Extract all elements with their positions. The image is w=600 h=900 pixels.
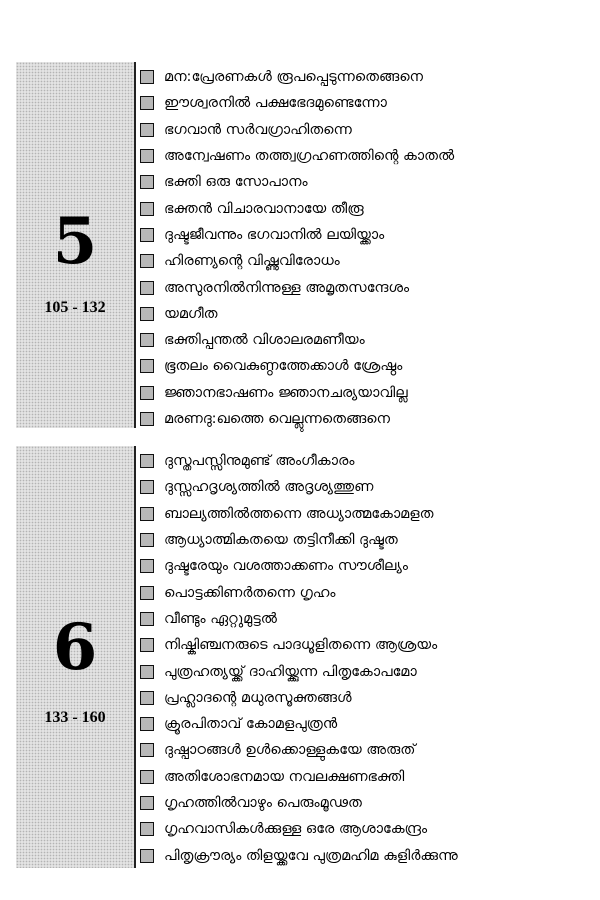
topic-title: ഭൂതലം വൈകുണ്ഠത്തേക്കാൾ ശ്രേഷ്ഠം xyxy=(164,358,403,375)
checkbox-icon xyxy=(140,691,154,705)
checkbox-icon xyxy=(140,175,154,189)
list-item xyxy=(140,301,454,327)
topic-title: ഈശ്വരനിൽ പക്ഷഭേദമുണ്ടെന്നോ xyxy=(164,95,387,112)
checkbox-icon xyxy=(140,96,154,110)
list-item xyxy=(140,816,458,842)
topic-title: ഭക്തൻ വിചാരവാനായേ തീരൂ xyxy=(164,200,364,217)
topic-title: പൊട്ടക്കിണർതന്നെ ഗൃഹം xyxy=(164,584,336,601)
topic-title: ദുഷ്പാഠങ്ങൾ ഉൾക്കൊള്ളുകയേ അരുത് xyxy=(164,742,416,759)
topic-title: നിഷ്കിഞ്ചനരുടെ പാദധൂളിതന്നെ ആശ്രയം xyxy=(164,637,438,654)
chapter-number: 6 xyxy=(52,610,98,685)
list-item xyxy=(140,790,458,816)
checkbox-icon xyxy=(140,849,154,863)
list-item xyxy=(140,406,454,432)
topic-list xyxy=(140,64,454,432)
list-item xyxy=(140,711,458,737)
topic-title: ഹിരണ്യന്റെ വിഷ്ണുവിരോധം xyxy=(164,253,340,270)
topic-title: പ്രഹ്ലാദന്റെ മധുരസൂക്തങ്ങൾ xyxy=(164,689,352,706)
list-item xyxy=(140,274,454,300)
list-item xyxy=(140,842,458,868)
list-item xyxy=(140,353,454,379)
chapter-6-sidebar xyxy=(16,446,136,868)
topic-title: പിതൃക്രൗര്യം തിളയ്ക്കവേ പുത്രമഹിമ കുളിർക്കുന്നു xyxy=(164,847,458,864)
checkbox-icon xyxy=(140,612,154,626)
checkbox-icon xyxy=(140,586,154,600)
checkbox-icon xyxy=(140,307,154,321)
checkbox-icon xyxy=(140,254,154,268)
topic-title: പുത്രഹത്യയ്ക്ക് ദാഹിയ്ക്കുന്ന പിതൃകോപമോ xyxy=(164,663,417,680)
list-item xyxy=(140,632,458,658)
topic-title: ക്രൂരപിതാവ് കോമളപുത്രൻ xyxy=(164,716,338,733)
topic-title: അതിശോഭനമായ നവലക്ഷണഭക്തി xyxy=(164,768,405,785)
chapter-5-section xyxy=(0,62,600,428)
list-item xyxy=(140,579,458,605)
list-item xyxy=(140,553,458,579)
list-item xyxy=(140,527,458,553)
checkbox-icon xyxy=(140,70,154,84)
list-item xyxy=(140,143,454,169)
checkbox-icon xyxy=(140,333,154,347)
topic-title: ദുസ്തപസ്സിനുമുണ്ട് അംഗീകാരം xyxy=(164,453,355,470)
list-item xyxy=(140,737,458,763)
topic-title: ജ്ഞാനഭാഷണം ജ്ഞാനചര്യയാവില്ല xyxy=(164,384,408,401)
checkbox-icon xyxy=(140,123,154,137)
checkbox-icon xyxy=(140,822,154,836)
list-item xyxy=(140,764,458,790)
checkbox-icon xyxy=(140,386,154,400)
checkbox-icon xyxy=(140,559,154,573)
chapter-5-sidebar xyxy=(16,62,136,428)
list-item xyxy=(140,90,454,116)
checkbox-icon xyxy=(140,281,154,295)
topic-title: വീണ്ടും ഏറ്റുമുട്ടൽ xyxy=(164,610,277,627)
list-item xyxy=(140,64,454,90)
list-item xyxy=(140,195,454,221)
list-item xyxy=(140,658,458,684)
topic-title: അസുരനിൽനിന്നുള്ള അമൃതസന്ദേശം xyxy=(164,279,410,296)
topic-title: ഗൃഹത്തിൽവാഴും പെരുംമൂഢത xyxy=(164,795,362,811)
checkbox-icon xyxy=(140,665,154,679)
checkbox-icon xyxy=(140,507,154,521)
checkbox-icon xyxy=(140,202,154,216)
topic-title: ദുഷ്ടജീവന്നും ഭഗവാനിൽ ലയിയ്ക്കാം xyxy=(164,226,385,243)
topic-list xyxy=(140,448,458,869)
topic-title: ഭക്തിപ്പന്തൽ വിശാലരമണീയം xyxy=(164,332,365,349)
list-item xyxy=(140,117,454,143)
list-item xyxy=(140,474,458,500)
list-item xyxy=(140,501,458,527)
topic-title: അന്വേഷണം തത്ത്വഗ്രഹണത്തിന്റെ കാതൽ xyxy=(164,148,455,165)
list-item xyxy=(140,169,454,195)
topic-title: ദുഷ്ടരേയും വശത്താക്കണം സൗശീല്യം xyxy=(164,558,408,575)
list-item xyxy=(140,606,458,632)
list-item xyxy=(140,685,458,711)
checkbox-icon xyxy=(140,717,154,731)
checkbox-icon xyxy=(140,743,154,757)
chapter-number: 5 xyxy=(52,204,98,279)
checkbox-icon xyxy=(140,638,154,652)
topic-title: മരണദു:ഖത്തെ വെല്ലുന്നതെങ്ങനെ xyxy=(164,411,390,427)
checkbox-icon xyxy=(140,228,154,242)
page-range: 133 - 160 xyxy=(44,709,106,726)
topic-title: യമഗീത xyxy=(164,305,218,322)
checkbox-icon xyxy=(140,770,154,784)
topic-title: ആധ്യാത്മികതയെ തട്ടിനീക്കി ദുഷ്ടത xyxy=(164,532,398,549)
list-item xyxy=(140,448,458,474)
checkbox-icon xyxy=(140,796,154,810)
checkbox-icon xyxy=(140,533,154,547)
topic-title: ദുസ്സഹദൃശ്യത്തിൽ അദൃശ്യത്തുണ xyxy=(164,479,374,496)
checkbox-icon xyxy=(140,412,154,426)
list-item xyxy=(140,222,454,248)
topic-title: ഭഗവാൻ സർവഗ്രാഹിതന്നെ xyxy=(164,121,352,138)
checkbox-icon xyxy=(140,149,154,163)
topic-title: ഗൃഹവാസികൾക്കുള്ള ഒരേ ആശാകേന്ദ്രം xyxy=(164,821,428,838)
list-item xyxy=(140,327,454,353)
topic-title: മന:പ്രേരണകൾ രൂപപ്പെടുന്നതെങ്ങനെ xyxy=(164,69,424,86)
checkbox-icon xyxy=(140,359,154,373)
topic-title: ബാല്യത്തിൽത്തന്നെ അധ്യാത്മകോമളത xyxy=(164,505,434,522)
page-range: 105 - 132 xyxy=(44,299,106,316)
topic-title: ഭക്തി ഒരു സോപാനം xyxy=(164,174,308,191)
checkbox-icon xyxy=(140,454,154,468)
checkbox-icon xyxy=(140,480,154,494)
chapter-6-section xyxy=(0,446,600,868)
list-item xyxy=(140,380,454,406)
list-item xyxy=(140,248,454,274)
